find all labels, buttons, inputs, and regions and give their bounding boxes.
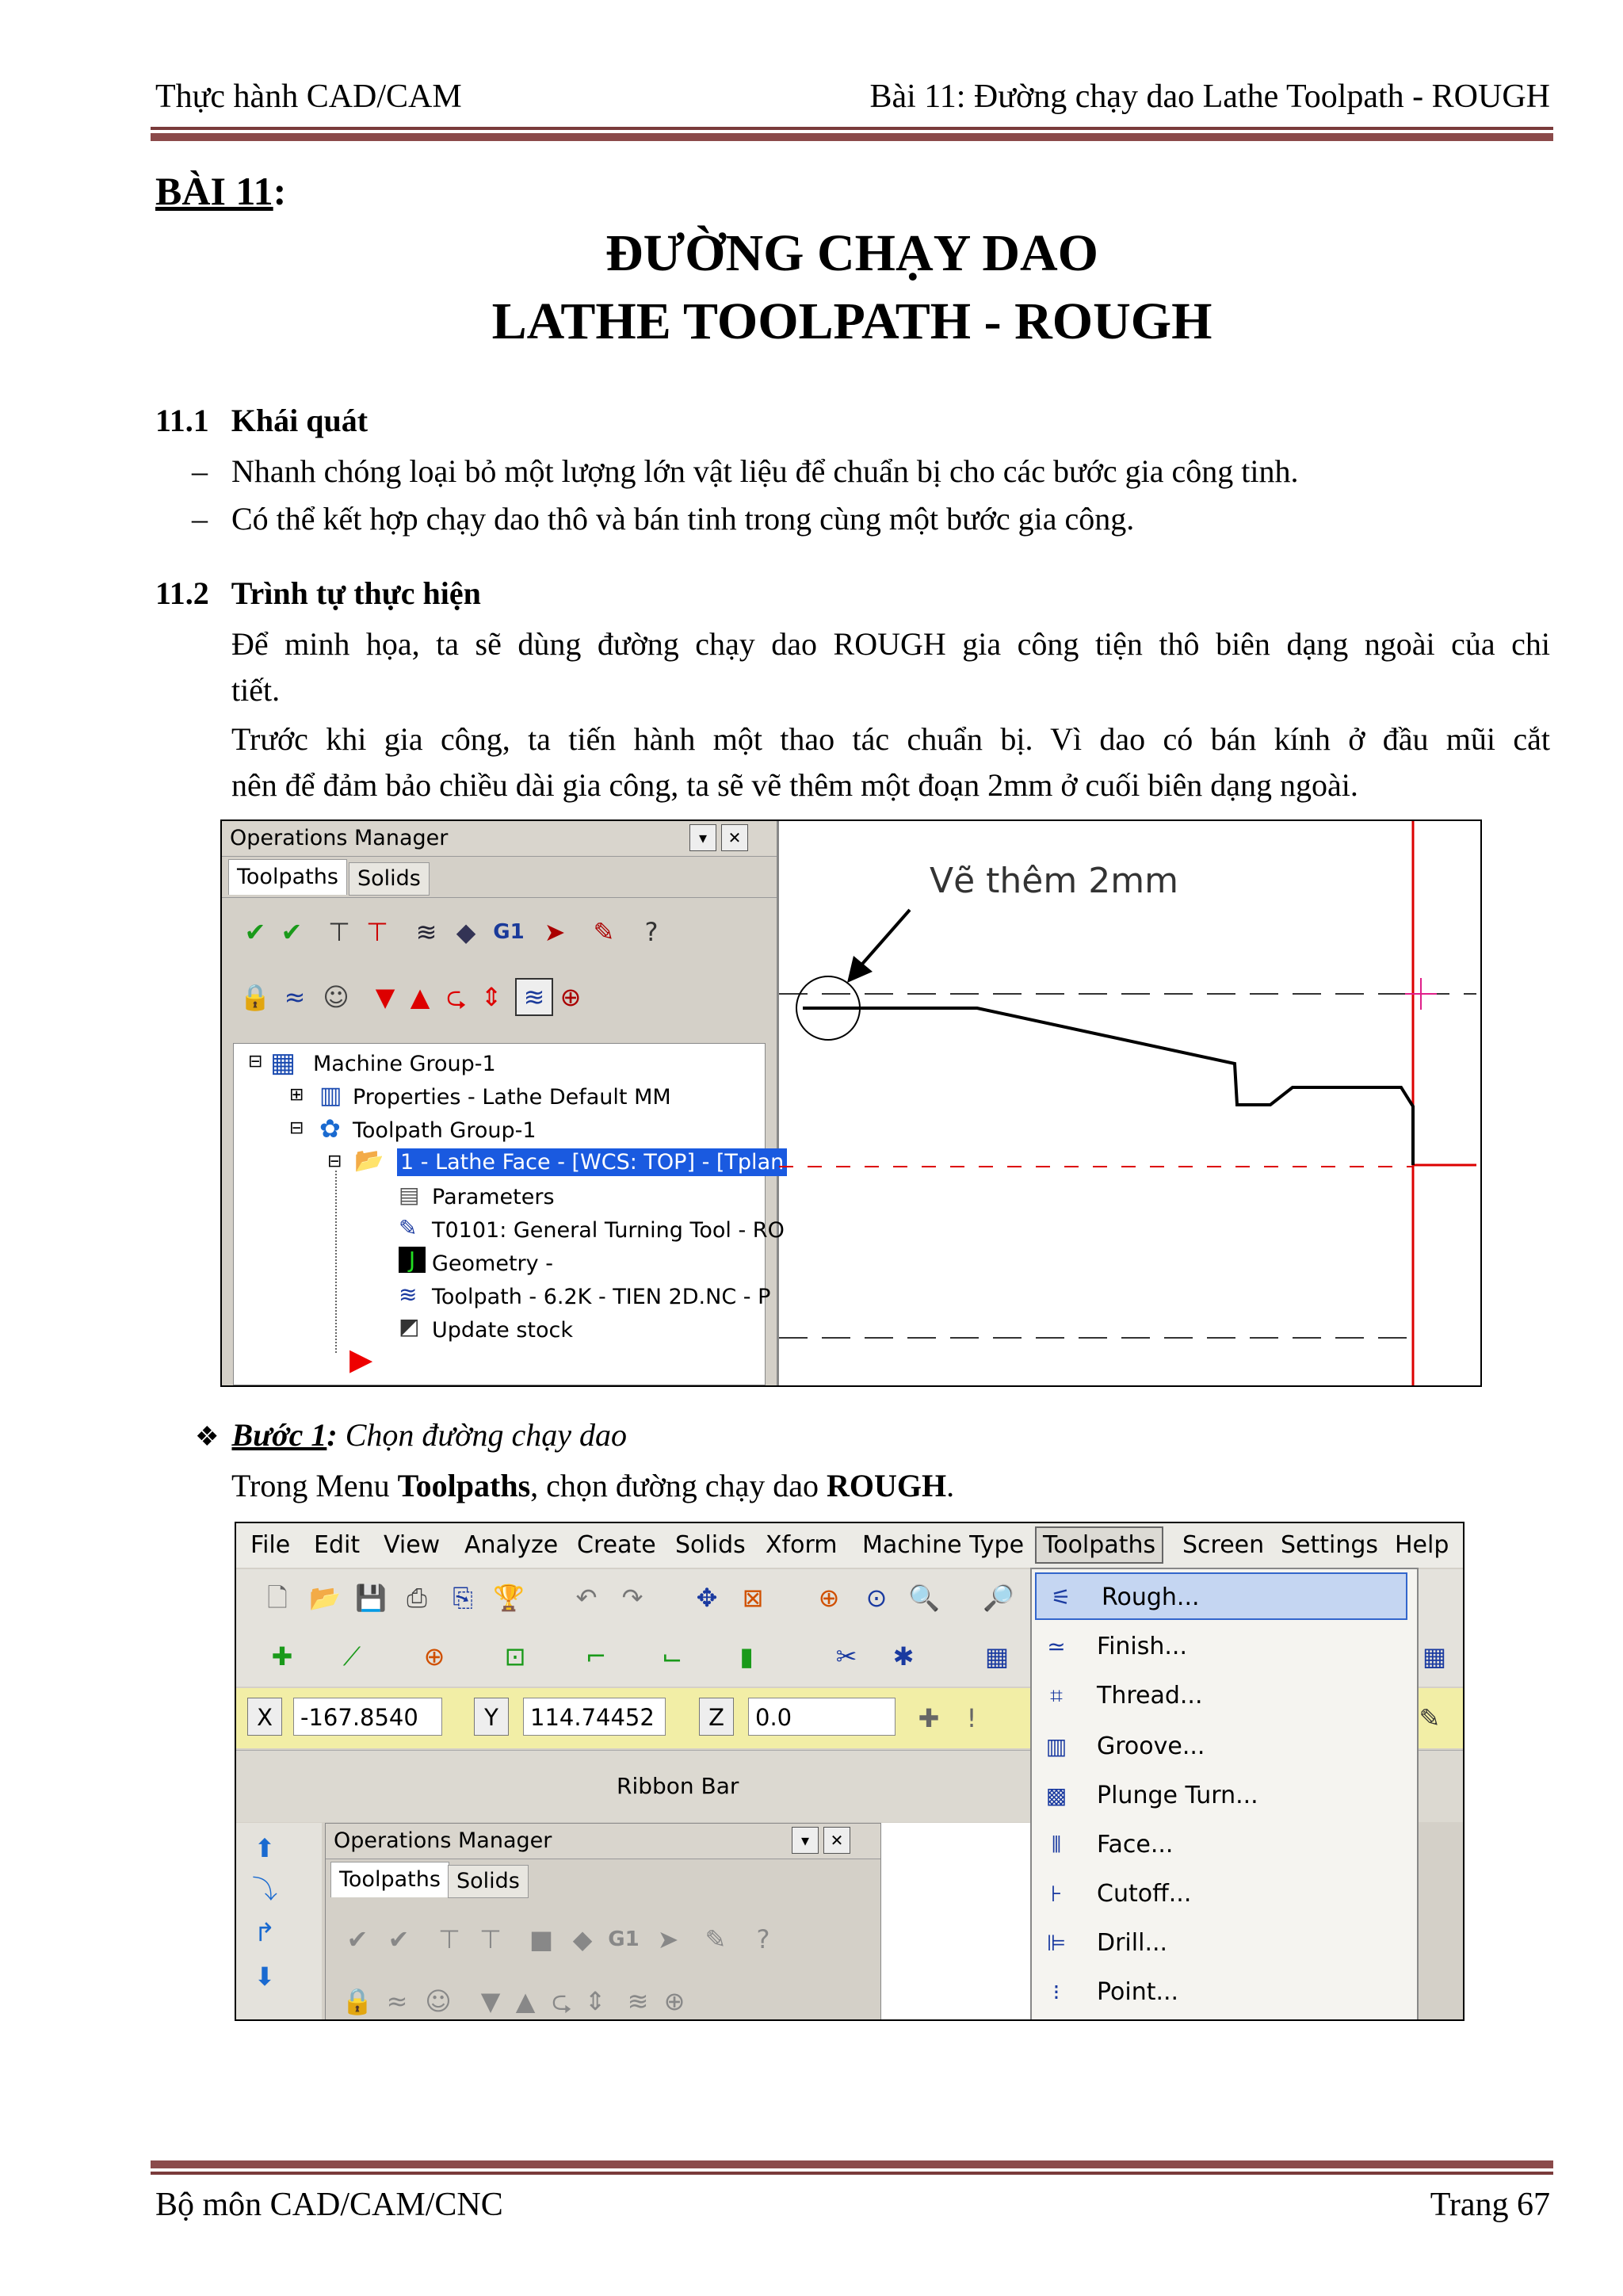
fillet-icon[interactable]: ⊡ <box>504 1641 526 1671</box>
geometry-icon: J <box>399 1247 426 1273</box>
expand-icon[interactable]: ⇕ <box>584 1986 606 2016</box>
tree-update-stock[interactable]: Update stock <box>432 1318 574 1343</box>
instruction-period: . <box>946 1468 955 1503</box>
print-icon[interactable]: ⎙ <box>407 1583 427 1613</box>
x-label-button[interactable]: X <box>247 1698 282 1736</box>
thread-icon: ⌗ <box>1050 1683 1063 1709</box>
tree-machine-group[interactable]: Machine Group-1 <box>313 1052 496 1076</box>
fast-point-icon[interactable]: ✚ <box>918 1703 940 1733</box>
update-stock-icon: ◩ <box>399 1313 420 1339</box>
menu-item-face[interactable] <box>1032 1821 1412 1869</box>
menu-item-label: Point... <box>1097 1978 1179 2006</box>
tab-toolpaths[interactable]: Toolpaths <box>330 1862 449 1897</box>
menu-item-label: Groove... <box>1097 1733 1205 1760</box>
only-display-selected-icon[interactable]: ≋ <box>627 1986 649 2016</box>
step1-instruction <box>231 1463 954 1509</box>
select-dirty-icon[interactable]: ✔ <box>281 917 303 947</box>
tree-parameters[interactable]: Parameters <box>432 1185 555 1209</box>
toolpath-display-icon[interactable]: ≈ <box>284 982 306 1012</box>
regen-icon[interactable]: ⊤ <box>328 917 350 947</box>
step1-text: Chọn đường chạy dao <box>337 1417 628 1453</box>
create-point-icon[interactable]: ✚ <box>271 1641 293 1671</box>
menu-edit[interactable]: Edit <box>314 1531 361 1559</box>
select-all-icon[interactable]: ✔ <box>346 1924 369 1954</box>
toolpaths-dropdown <box>1030 1568 1419 2021</box>
regen-icon[interactable]: ⊤ <box>438 1924 460 1954</box>
header-left: Thực hành CAD/CAM <box>155 78 462 115</box>
menu-item-label: Finish... <box>1097 1633 1188 1660</box>
menu-item-finish[interactable] <box>1032 1623 1412 1671</box>
footer-rule <box>151 2172 1553 2175</box>
display-options-icon[interactable]: ⊕ <box>663 1986 685 2016</box>
rough-icon: ⚟ <box>1051 1584 1071 1610</box>
lesson-label <box>155 168 286 214</box>
regen-dirty-icon[interactable]: ⊤ <box>479 1924 502 1954</box>
backplot-icon[interactable]: ≋ <box>415 917 437 947</box>
left-toolbar <box>236 1823 322 2021</box>
z-coordinate-field[interactable]: 0.0 <box>748 1698 896 1736</box>
figure1 <box>220 819 1482 1387</box>
toolpath-group-icon: ✿ <box>319 1114 341 1144</box>
cutoff-icon: ⊦ <box>1050 1881 1063 1907</box>
section2-para1-line1: Để minh họa, ta sẽ dùng đường chạy dao ROUGH gia công tiện thô biên dạng ngoài của chi <box>231 626 1550 662</box>
post-icon[interactable]: ➤ <box>544 917 566 947</box>
bullet-text: Nhanh chóng loại bỏ một lượng lớn vật liệu để chuẩn bị cho các bước gia công tinh. <box>231 453 1299 489</box>
insert-arrow-icon: ▶ <box>349 1342 373 1377</box>
move-up-icon[interactable]: ▲ <box>410 982 430 1012</box>
menu-item-label: Plunge Turn... <box>1097 1782 1258 1809</box>
trim-icon[interactable]: ✂ <box>835 1641 857 1671</box>
step1-heading <box>195 1412 627 1461</box>
menu-item-groove[interactable] <box>1032 1723 1412 1771</box>
menu-item-point[interactable] <box>1032 1969 1412 2016</box>
lock-icon[interactable]: 🔒 <box>239 982 271 1012</box>
zoom-window-icon[interactable]: ⊕ <box>818 1583 840 1613</box>
tree-collapse-icon[interactable]: ⊟ <box>248 1052 263 1072</box>
menu-xform[interactable]: Xform <box>766 1531 838 1559</box>
verify-icon[interactable]: ◆ <box>456 917 476 947</box>
fit-icon[interactable]: ⊠ <box>742 1583 764 1613</box>
help-icon[interactable]: ? <box>644 917 659 947</box>
zoom-target-icon[interactable]: ⊙ <box>865 1583 888 1613</box>
bullet-text: Có thể kết hợp chạy dao thô và bán tinh trong cùng một bước gia công. <box>231 501 1135 537</box>
zoom-out-icon[interactable]: 🔎 <box>983 1583 1014 1613</box>
section1-number: 11.1 <box>155 403 209 438</box>
figure2 <box>235 1522 1465 2021</box>
part-profile <box>803 1008 1413 1165</box>
tree-toolpath-group[interactable]: Toolpath Group-1 <box>353 1118 537 1143</box>
save-icon[interactable]: 💾 <box>355 1583 387 1613</box>
step1-colon: : <box>327 1417 338 1453</box>
section2-para1-line2: tiết. <box>231 672 281 708</box>
section2-para2-line2: nên để đảm bảo chiều dài gia công, ta sẽ vẽ thêm một đoạn 2mm ở cuối biên dạng ngoài. <box>231 767 1358 803</box>
dropdown-arrow-icon[interactable]: ▾ <box>792 1827 819 1854</box>
folder-check-icon: 📂 <box>354 1147 384 1175</box>
zoom-in-icon[interactable]: 🔍 <box>908 1583 940 1613</box>
lesson-title-line1: ĐƯỜNG CHẠY DAO <box>605 224 1099 282</box>
menu-view[interactable]: View <box>384 1531 441 1559</box>
backplot-icon[interactable]: ■ <box>529 1924 554 1954</box>
diamond-bullet-icon: ❖ <box>195 1423 220 1452</box>
dropdown-arrow-icon[interactable]: ▾ <box>689 824 716 851</box>
tool-icon: ✎ <box>399 1215 418 1241</box>
expand-icon[interactable]: ⇕ <box>480 982 502 1012</box>
point-icon: ⁝ <box>1052 1979 1060 2005</box>
toolpath-icon: ≋ <box>399 1282 418 1308</box>
menu-settings[interactable]: Settings <box>1281 1531 1379 1559</box>
y-coordinate-field[interactable]: 114.74452 <box>523 1698 666 1736</box>
tree-properties[interactable]: Properties - Lathe Default MM <box>353 1085 671 1110</box>
machine-group-icon: ▦ <box>270 1047 296 1079</box>
tool-manager-icon[interactable]: ✎ <box>705 1924 727 1954</box>
menu-item-rough[interactable] <box>1035 1572 1407 1620</box>
toolbar-row-1 <box>222 897 777 898</box>
instruction-text: Trong Menu <box>231 1468 398 1503</box>
tool-manager-icon[interactable]: ✎ <box>593 917 615 947</box>
lesson-colon: : <box>273 169 287 213</box>
g1-icon[interactable]: G1 <box>493 920 525 944</box>
profile-drawing <box>779 821 1480 1385</box>
menu-item-label: Rough... <box>1102 1584 1200 1611</box>
header-rule-thin <box>151 133 1553 141</box>
menu-create[interactable]: Create <box>577 1531 656 1559</box>
menu-item-label: Thread... <box>1097 1682 1203 1710</box>
select-dirty-icon[interactable]: ✔ <box>388 1924 410 1954</box>
y-label-button[interactable]: Y <box>474 1698 509 1736</box>
lock-icon[interactable]: 🔒 <box>342 1986 373 2016</box>
tab-solids[interactable]: Solids <box>448 1865 529 1898</box>
annotation-text: Vẽ thêm 2mm <box>930 861 1178 901</box>
panel-title: Operations Manager <box>334 1828 552 1853</box>
verify-icon[interactable]: ◆ <box>572 1924 593 1954</box>
menu-item-label: Drill... <box>1097 1929 1168 1957</box>
menu-help[interactable]: Help <box>1395 1531 1449 1559</box>
parameters-icon: ▤ <box>399 1182 420 1208</box>
autocursor-icon[interactable]: ! <box>966 1703 977 1733</box>
tree-guide-line <box>335 1171 337 1353</box>
tools-right-icon[interactable]: ✎ <box>1419 1703 1441 1733</box>
header-rule <box>151 127 1553 130</box>
face-icon: ⫴ <box>1052 1832 1061 1858</box>
close-icon[interactable]: ✕ <box>721 824 748 851</box>
post-toggle-icon[interactable]: ☺ <box>425 1986 452 2016</box>
vertical-tool-3-icon[interactable]: ↱ <box>254 1917 276 1947</box>
tree-toolpath-file[interactable]: Toolpath - 6.2K - TIEN 2D.NC - P <box>432 1285 771 1309</box>
menu-analyze[interactable]: Analyze <box>464 1531 559 1559</box>
insert-arrow-icon[interactable]: ⮎ <box>446 982 467 1012</box>
g1-icon[interactable]: G1 <box>608 1927 640 1951</box>
display-options-icon[interactable]: ⊕ <box>559 982 582 1012</box>
move-down-icon[interactable]: ▼ <box>480 1986 501 2016</box>
menu-file[interactable]: File <box>250 1531 291 1559</box>
menu-screen[interactable]: Screen <box>1182 1531 1265 1559</box>
tab-solids[interactable]: Solids <box>349 862 430 896</box>
section1-title: Khái quát <box>231 403 369 438</box>
vertical-tool-2-icon[interactable]: ⤵ <box>251 1874 277 1904</box>
operations-tree <box>233 1043 785 1385</box>
trophy-icon[interactable]: 🏆 <box>493 1583 525 1613</box>
vertical-tool-4-icon[interactable]: ⬇ <box>254 1962 276 1992</box>
menu-item-label: Cutoff... <box>1097 1880 1192 1908</box>
open-file-icon[interactable]: 📂 <box>309 1583 341 1613</box>
header-right: Bài 11: Đường chạy dao Lathe Toolpath - ROUGH <box>869 78 1550 115</box>
section2-para2-line1: Trước khi gia công, ta tiến hành một thao tác chuẩn bị. Vì dao có bán kính ở đầu mũi cắt <box>231 721 1550 757</box>
arrow-head <box>847 956 873 983</box>
move-up-icon[interactable]: ▲ <box>515 1986 536 2016</box>
pan-icon[interactable]: ✥ <box>696 1583 718 1613</box>
close-icon[interactable]: ✕ <box>823 1827 850 1854</box>
ribbon-bar-label: Ribbon Bar <box>617 1773 739 1799</box>
menu-solids[interactable]: Solids <box>675 1531 746 1559</box>
select-all-icon[interactable]: ✔ <box>244 917 266 947</box>
panel-titlebar <box>222 821 777 857</box>
instruction-bold-toolpaths: Toolpaths <box>397 1468 531 1503</box>
tree-operation-selected[interactable]: 1 - Lathe Face - [WCS: TOP] - [Tplan <box>397 1148 787 1176</box>
grid-right-icon[interactable]: ▦ <box>1422 1641 1447 1671</box>
operations-manager-panel <box>222 821 785 1385</box>
create-circle-icon[interactable]: ⊕ <box>423 1641 445 1671</box>
footer-left: Bộ môn CAD/CAM/CNC <box>155 2187 503 2223</box>
tree-tool[interactable]: T0101: General Turning Tool - RO <box>432 1218 785 1243</box>
menu-item-label: Face... <box>1097 1831 1174 1859</box>
rectangle-icon[interactable]: ⌙ <box>661 1641 683 1671</box>
regen-dirty-icon[interactable]: ⊤ <box>366 917 388 947</box>
menubar <box>236 1523 1463 1568</box>
menu-item-plunge-turn[interactable] <box>1032 1772 1412 1820</box>
properties-icon: ▥ <box>319 1082 342 1110</box>
solid-icon[interactable]: ▮ <box>739 1641 754 1671</box>
section2-title: Trình tự thực hiện <box>231 575 481 611</box>
grid-icon[interactable]: ▦ <box>984 1641 1010 1671</box>
post-icon[interactable]: ➤ <box>657 1924 679 1954</box>
groove-icon: ▥ <box>1045 1733 1067 1759</box>
help-icon[interactable]: ? <box>756 1924 770 1954</box>
redo-icon[interactable]: ↷ <box>621 1583 643 1613</box>
operations-manager-small <box>325 1823 881 2021</box>
move-down-icon[interactable]: ▼ <box>375 982 395 1012</box>
tree-collapse-icon[interactable]: ⊟ <box>289 1118 304 1138</box>
menu-item-drill[interactable] <box>1032 1920 1412 1967</box>
instruction-text-mid: , chọn đường chạy dao <box>530 1468 827 1503</box>
create-line-icon[interactable]: ⟋ <box>342 1641 361 1671</box>
footer-rule-thick <box>151 2160 1553 2168</box>
menu-item-cutoff[interactable] <box>1032 1870 1412 1918</box>
tree-expand-icon[interactable]: ⊞ <box>289 1085 304 1105</box>
lesson-title-line2: LATHE TOOLPATH - ROUGH <box>491 292 1212 350</box>
toolpath-display-icon[interactable]: ≈ <box>386 1986 408 2016</box>
menu-item-thread[interactable] <box>1032 1672 1412 1720</box>
section1-heading <box>155 398 368 444</box>
drill-icon: ⊫ <box>1046 1930 1067 1956</box>
step1-label: Bước 1 <box>231 1417 327 1453</box>
only-display-selected-icon[interactable]: ≋ <box>515 978 553 1016</box>
arrow-line <box>858 910 910 968</box>
plunge-turn-icon: ▩ <box>1045 1782 1067 1809</box>
undo-icon[interactable]: ↶ <box>575 1583 598 1613</box>
chamfer-icon[interactable]: ⌐ <box>585 1641 607 1671</box>
break-icon[interactable]: ✱ <box>892 1641 915 1671</box>
section2-number: 11.2 <box>155 575 209 611</box>
panel-titlebar <box>326 1824 880 1859</box>
instruction-bold-rough: ROUGH <box>827 1468 947 1503</box>
menu-machine-type[interactable]: Machine Type <box>862 1531 1025 1559</box>
print-preview-icon[interactable]: ⎘ <box>453 1583 473 1613</box>
x-coordinate-field[interactable]: -167.8540 <box>293 1698 442 1736</box>
vertical-tool-1-icon[interactable]: ⬆ <box>254 1833 276 1863</box>
new-file-icon[interactable]: 🗋 <box>267 1583 288 1613</box>
footer-right: Trang 67 <box>1430 2187 1550 2223</box>
section2-heading <box>155 571 481 617</box>
insert-arrow-icon[interactable]: ⮎ <box>552 1986 572 2016</box>
panel-title: Operations Manager <box>230 826 449 850</box>
tab-toolpaths[interactable]: Toolpaths <box>228 859 347 895</box>
post-toggle-icon[interactable]: ☺ <box>323 982 349 1012</box>
menu-toolpaths[interactable]: Toolpaths <box>1035 1526 1163 1564</box>
z-label-button[interactable]: Z <box>699 1698 734 1736</box>
tree-geometry[interactable]: Geometry - <box>432 1251 553 1276</box>
tree-collapse-icon[interactable]: ⊟ <box>327 1152 342 1171</box>
finish-icon: ≃ <box>1047 1633 1066 1660</box>
lesson-label-text: BÀI 11 <box>155 169 273 213</box>
